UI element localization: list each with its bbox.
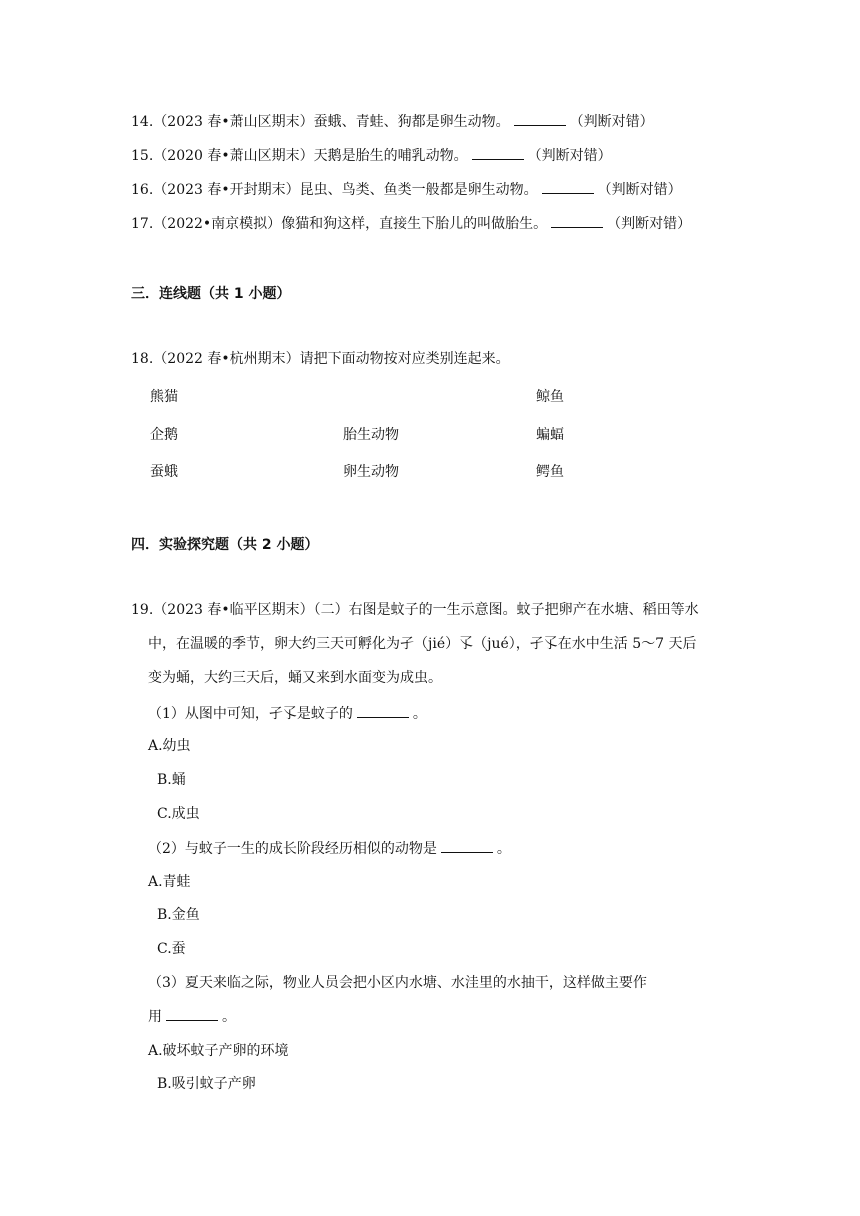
question-source: （2023 春•临平区期末） bbox=[153, 602, 314, 618]
left-item[interactable]: 企鹅 bbox=[150, 427, 178, 443]
middle-category[interactable]: 卵生动物 bbox=[343, 464, 399, 480]
answer-blank[interactable] bbox=[472, 145, 524, 160]
sub-question-3-line-2 bbox=[148, 1006, 236, 1027]
question-source: （2020 春•萧山区期末） bbox=[153, 148, 314, 164]
question-text: 蚕蛾、青蛙、狗都是卵生动物。 bbox=[313, 114, 510, 130]
sub-question-3-line-1: （3）夏天来临之际，物业人员会把小区内水塘、水洼里的水抽干，这样做主要作 bbox=[148, 975, 647, 991]
middle-category[interactable]: 胎生动物 bbox=[343, 427, 399, 443]
sub-question-end: 。 bbox=[496, 841, 511, 857]
sub-question-end: 。 bbox=[412, 706, 427, 722]
right-item[interactable]: 蝙蝠 bbox=[536, 427, 564, 443]
section-heading-4: 四．实验探究题（共 2 小题） bbox=[131, 537, 319, 553]
question-19-line-1: 19.（2023 春•临平区期末）（二）右图是蚊子的一生示意图。蚊子把卵产在水塘、稻田等水 bbox=[131, 602, 699, 618]
question-number: 17 bbox=[131, 216, 149, 232]
option-b[interactable]: B.吸引蚊子产卵 bbox=[157, 1076, 256, 1092]
right-item[interactable]: 鲸鱼 bbox=[536, 389, 564, 405]
sub-question-stem: （1）从图中可知，孑孓是蚊子的 bbox=[148, 706, 353, 722]
right-item[interactable]: 鳄鱼 bbox=[536, 464, 564, 480]
question-text: 昆虫、鸟类、鱼类一般都是卵生动物。 bbox=[299, 182, 538, 198]
question-suffix: （判断对错） bbox=[569, 114, 654, 130]
sub-question-1 bbox=[148, 703, 427, 724]
sub-question-end: 。 bbox=[222, 1009, 236, 1025]
question-suffix: （判断对错） bbox=[597, 182, 682, 198]
question-number: 16 bbox=[131, 182, 149, 198]
left-item[interactable]: 熊猫 bbox=[150, 389, 178, 405]
sub-question-stem: 用 bbox=[148, 1009, 162, 1025]
question-text: 请把下面动物按对应类别连起来。 bbox=[299, 351, 510, 367]
option-b[interactable]: B.蛹 bbox=[157, 772, 186, 788]
question-source: （2023 春•萧山区期末） bbox=[153, 114, 314, 130]
option-c[interactable]: C.蚕 bbox=[157, 941, 186, 957]
question-19-line-2: 中，在温暖的季节，卵大约三天可孵化为孑（jié）孓（jué），孑孓在水中生活 5～7 天后 bbox=[148, 636, 697, 652]
question-number: 18 bbox=[131, 351, 149, 367]
question-suffix: （判断对错） bbox=[527, 148, 612, 164]
option-c[interactable]: C.成虫 bbox=[157, 806, 200, 822]
left-item[interactable]: 蚕蛾 bbox=[150, 464, 178, 480]
option-b[interactable]: B.金鱼 bbox=[157, 907, 200, 923]
question-source: （2022 春•杭州期末） bbox=[153, 351, 300, 367]
section-heading-3: 三．连线题（共 1 小题） bbox=[131, 286, 291, 302]
answer-blank[interactable] bbox=[551, 213, 603, 228]
answer-blank[interactable] bbox=[357, 703, 409, 718]
question-text: 像猫和狗这样，直接生下胎儿的叫做胎生。 bbox=[281, 216, 548, 232]
question-14: 14.（2023 春•萧山区期末）蚕蛾、青蛙、狗都是卵生动物。 （判断对错） bbox=[131, 111, 654, 132]
sub-question-2 bbox=[148, 838, 511, 859]
option-a[interactable]: A.青蛙 bbox=[148, 874, 191, 890]
question-number: 19 bbox=[131, 602, 149, 618]
question-17: 17.（2022•南京模拟）像猫和狗这样，直接生下胎儿的叫做胎生。 （判断对错） bbox=[131, 213, 691, 234]
question-number: 14 bbox=[131, 114, 149, 130]
question-15: 15.（2020 春•萧山区期末）天鹅是胎生的哺乳动物。 （判断对错） bbox=[131, 145, 612, 166]
question-source: （2023 春•开封期末） bbox=[153, 182, 300, 198]
answer-blank[interactable] bbox=[441, 838, 493, 853]
question-text: 天鹅是胎生的哺乳动物。 bbox=[313, 148, 468, 164]
question-suffix: （判断对错） bbox=[607, 216, 692, 232]
question-16: 16.（2023 春•开封期末）昆虫、鸟类、鱼类一般都是卵生动物。 （判断对错） bbox=[131, 179, 682, 200]
answer-blank[interactable] bbox=[166, 1006, 218, 1021]
question-source: （2022•南京模拟） bbox=[153, 216, 282, 232]
question-18: 18.（2022 春•杭州期末）请把下面动物按对应类别连起来。 bbox=[131, 351, 510, 367]
option-a[interactable]: A.破坏蚊子产卵的环境 bbox=[148, 1043, 289, 1059]
answer-blank[interactable] bbox=[542, 179, 594, 194]
option-a[interactable]: A.幼虫 bbox=[148, 738, 191, 754]
question-19-line-3: 变为蛹，大约三天后，蛹又来到水面变为成虫。 bbox=[148, 670, 442, 686]
sub-question-stem: （2）与蚊子一生的成长阶段经历相似的动物是 bbox=[148, 841, 437, 857]
question-number: 15 bbox=[131, 148, 149, 164]
question-text: （二）右图是蚊子的一生示意图。蚊子把卵产在水塘、稻田等水 bbox=[313, 602, 699, 618]
answer-blank[interactable] bbox=[514, 111, 566, 126]
